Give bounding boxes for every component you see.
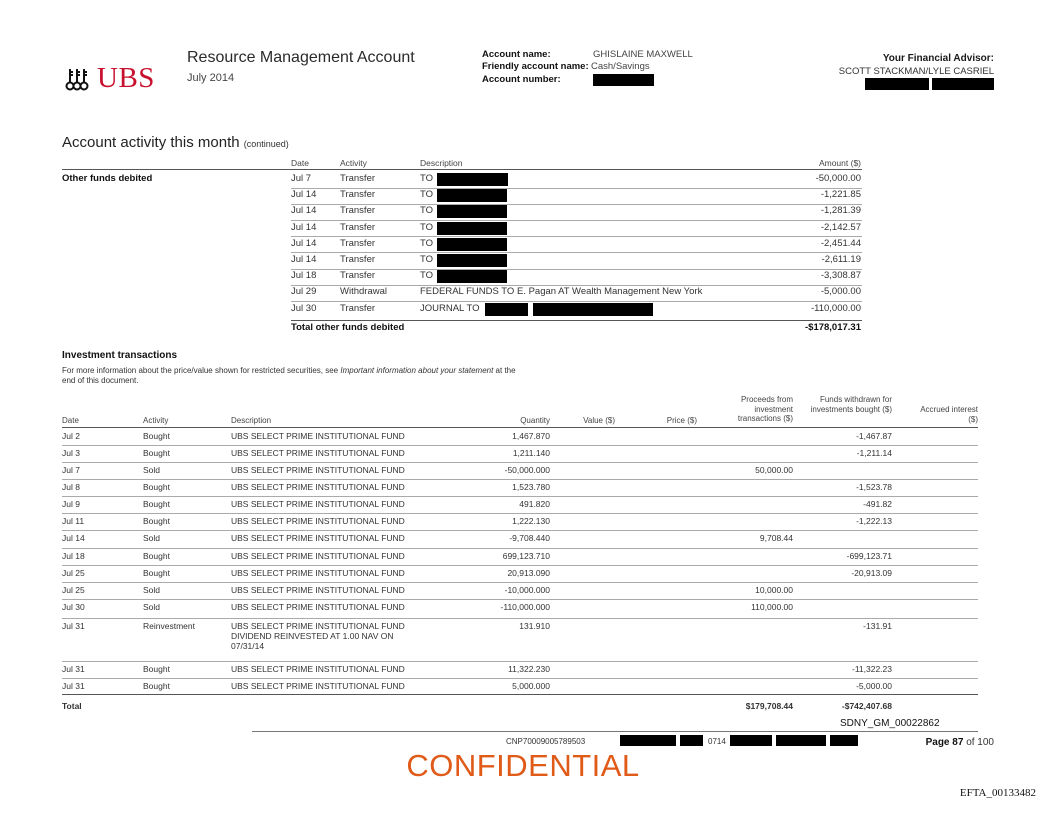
- inv-header-accrued: Accrued interest ($): [920, 405, 978, 424]
- redaction: [730, 735, 772, 746]
- inv-header-activity: Activity: [143, 416, 169, 425]
- inv-description: UBS SELECT PRIME INSTITUTIONAL FUND: [231, 516, 405, 526]
- row-date: Jul 14: [291, 221, 317, 233]
- inv-quantity: 1,211.140: [512, 448, 550, 458]
- account-name-label: Account name:: [482, 49, 551, 60]
- inv-date: Jul 14: [62, 533, 85, 543]
- inv-total-proceeds: $179,708.44: [745, 701, 793, 711]
- inv-activity: Bought: [143, 551, 170, 561]
- inv-activity: Bought: [143, 568, 170, 578]
- redaction: [865, 78, 929, 90]
- redaction: [593, 74, 654, 86]
- inv-activity: Sold: [143, 465, 161, 475]
- inv-date: Jul 8: [62, 482, 80, 492]
- inv-quantity: 1,523.780: [512, 482, 550, 492]
- row-divider: [62, 661, 978, 662]
- inv-activity: Bought: [143, 516, 170, 526]
- redaction: [776, 735, 826, 746]
- row-divider: [62, 694, 978, 695]
- inv-funds: -699,123.71: [846, 551, 892, 561]
- activity-total-label: Total other funds debited: [291, 322, 405, 333]
- inv-description: UBS SELECT PRIME INSTITUTIONAL FUND: [231, 431, 405, 441]
- row-divider: [62, 678, 978, 679]
- inv-quantity: 491.820: [519, 499, 550, 509]
- col-header-amount: Amount ($): [818, 158, 861, 168]
- row-amount: -2,611.19: [821, 254, 861, 265]
- table-rule: [62, 169, 862, 170]
- inv-quantity: 1,222.130: [512, 516, 550, 526]
- inv-proceeds: 10,000.00: [755, 585, 793, 595]
- inv-date: Jul 18: [62, 551, 85, 561]
- inv-activity: Bought: [143, 431, 170, 441]
- col-header-description: Description: [420, 158, 463, 168]
- inv-date: Jul 3: [62, 448, 80, 458]
- note-end: at the end of this document.: [62, 366, 516, 385]
- inv-description-line2: DIVIDEND REINVESTED AT 1.00 NAV ON: [231, 631, 394, 641]
- row-activity: Transfer: [340, 302, 376, 314]
- inv-description: UBS SELECT PRIME INSTITUTIONAL FUND: [231, 465, 405, 475]
- note-italic: Important information about your statement: [340, 366, 494, 375]
- row-date: Jul 18: [291, 270, 317, 282]
- col-header-activity: Activity: [340, 158, 367, 168]
- inv-description: UBS SELECT PRIME INSTITUTIONAL FUND: [231, 482, 405, 492]
- row-amount: -3,308.87: [820, 270, 861, 282]
- row-activity: Transfer: [340, 270, 376, 282]
- inv-activity: Bought: [143, 482, 170, 492]
- bates-number: SDNY_GM_00022862: [840, 718, 940, 729]
- inv-activity: Reinvestment: [143, 621, 195, 631]
- row-description: TO: [420, 221, 434, 233]
- redaction: [437, 254, 507, 267]
- row-description: TO: [420, 173, 434, 184]
- row-divider: [62, 530, 978, 531]
- confidential-text: CONFIDENTIAL: [406, 748, 640, 783]
- row-activity: Transfer: [340, 189, 376, 201]
- inv-funds: -1,211.14: [856, 448, 892, 458]
- row-amount: -50,000.00: [815, 173, 861, 184]
- inv-date: Jul 30: [62, 602, 85, 612]
- table-rule: [62, 427, 978, 428]
- inv-funds: -1,523.78: [856, 482, 892, 492]
- inv-activity: Sold: [143, 585, 161, 595]
- inv-activity: Bought: [143, 681, 170, 691]
- inv-description: UBS SELECT PRIME INSTITUTIONAL FUND: [231, 568, 405, 578]
- inv-description-line3: 07/31/14: [231, 641, 265, 651]
- statement-title: Resource Management Account: [187, 49, 415, 66]
- investments-title: Investment transactions: [62, 350, 178, 361]
- row-divider: [62, 599, 978, 600]
- inv-date: Jul 7: [62, 465, 80, 475]
- activity-total-amount: -$178,017.31: [805, 322, 861, 333]
- row-date: Jul 30: [291, 302, 317, 314]
- investments-note: [62, 366, 522, 386]
- row-description: TO: [420, 237, 434, 249]
- redaction: [437, 222, 507, 235]
- row-description: TO: [420, 270, 434, 282]
- inv-proceeds: 50,000.00: [755, 465, 793, 475]
- row-divider: [62, 618, 978, 619]
- inv-header-value: Value ($): [583, 416, 615, 425]
- row-date: Jul 7: [291, 173, 312, 184]
- friendly-name-label: Friendly account name:: [482, 61, 589, 72]
- inv-activity: Sold: [143, 602, 161, 612]
- row-description: TO: [420, 254, 434, 265]
- inv-date: Jul 9: [62, 499, 80, 509]
- page-indicator: [926, 737, 994, 748]
- inv-activity: Bought: [143, 664, 170, 674]
- advisor-label: Your Financial Advisor:: [882, 53, 994, 64]
- inv-header-date: Date: [62, 416, 79, 425]
- inv-quantity: 1,467.870: [512, 431, 550, 441]
- inv-date: Jul 25: [62, 585, 85, 595]
- account-number-label: Account number:: [482, 74, 561, 85]
- row-description: FEDERAL FUNDS TO E. Pagan AT Wealth Management New York: [420, 286, 703, 298]
- inv-quantity: -10,000.000: [504, 585, 550, 595]
- row-divider: [62, 565, 978, 566]
- inv-quantity: -9,708.440: [509, 533, 550, 543]
- inv-funds: -11,322.23: [851, 664, 892, 674]
- friendly-name-value: Cash/Savings: [591, 61, 650, 72]
- row-divider: [62, 548, 978, 549]
- ubs-keys-icon: [62, 66, 92, 96]
- inv-description: UBS SELECT PRIME INSTITUTIONAL FUND: [231, 621, 405, 631]
- inv-date: Jul 2: [62, 431, 80, 441]
- inv-description: UBS SELECT PRIME INSTITUTIONAL FUND: [231, 448, 405, 458]
- row-divider: [291, 269, 862, 270]
- row-activity: Withdrawal: [340, 286, 387, 298]
- row-description: TO: [420, 189, 434, 201]
- account-name-value: GHISLAINE MAXWELL: [593, 49, 693, 60]
- row-amount: -5,000.00: [820, 286, 861, 298]
- inv-description: UBS SELECT PRIME INSTITUTIONAL FUND: [231, 681, 405, 691]
- inv-total-label: Total: [62, 701, 82, 711]
- redaction: [437, 238, 507, 251]
- ubs-logo: UBS: [97, 62, 155, 94]
- inv-quantity: 11,322.230: [508, 664, 550, 674]
- cnp-code: CNP70009005789503: [506, 737, 586, 746]
- redaction: [620, 735, 676, 746]
- inv-quantity: 131.910: [519, 621, 550, 631]
- inv-header-proceeds: Proceeds from investment transactions ($): [737, 395, 793, 423]
- row-description: JOURNAL TO: [420, 302, 480, 314]
- confidential-stamp: [0, 748, 1056, 784]
- inv-funds: -131.91: [863, 621, 892, 631]
- inv-date: Jul 31: [62, 621, 85, 631]
- statement-period: July 2014: [187, 72, 235, 84]
- inv-quantity: 20,913.090: [507, 568, 550, 578]
- inv-funds: -491.82: [863, 499, 892, 509]
- row-date: Jul 14: [291, 237, 317, 249]
- inv-funds: -20,913.09: [851, 568, 892, 578]
- cnp-suffix: 0714: [708, 737, 726, 746]
- row-description: TO: [420, 205, 434, 217]
- row-divider: [62, 462, 978, 463]
- inv-description: UBS SELECT PRIME INSTITUTIONAL FUND: [231, 551, 405, 561]
- redaction: [932, 78, 994, 90]
- row-divider: [291, 204, 862, 205]
- row-divider: [62, 513, 978, 514]
- inv-proceeds: 9,708.44: [759, 533, 793, 543]
- inv-quantity: -110,000.000: [500, 602, 550, 612]
- row-activity: Transfer: [340, 205, 376, 217]
- inv-description: UBS SELECT PRIME INSTITUTIONAL FUND: [231, 533, 405, 543]
- page-of: of 100: [966, 737, 994, 748]
- group-label: Other funds debited: [62, 173, 153, 184]
- row-date: Jul 14: [291, 205, 317, 217]
- inv-description: UBS SELECT PRIME INSTITUTIONAL FUND: [231, 585, 405, 595]
- row-amount: -110,000.00: [810, 302, 861, 314]
- row-activity: Transfer: [340, 237, 376, 249]
- inv-header-quantity: Quantity: [520, 416, 550, 425]
- redaction: [680, 735, 703, 746]
- row-divider: [291, 220, 862, 221]
- row-divider: [291, 188, 862, 189]
- footer-rule: [252, 731, 978, 732]
- inv-total-funds: -$742,407.68: [841, 701, 892, 711]
- inv-activity: Bought: [143, 448, 170, 458]
- inv-quantity: 699,123.710: [502, 551, 550, 561]
- inv-description: UBS SELECT PRIME INSTITUTIONAL FUND: [231, 664, 405, 674]
- inv-header-price: Price ($): [666, 416, 697, 425]
- inv-date: Jul 31: [62, 681, 85, 691]
- inv-quantity: 5,000.000: [512, 681, 550, 691]
- inv-header-funds: Funds withdrawn for investments bought ($): [810, 395, 892, 414]
- row-divider: [291, 252, 862, 253]
- redaction: [830, 735, 858, 746]
- row-divider: [291, 236, 862, 237]
- row-date: Jul 14: [291, 189, 317, 201]
- row-activity: Transfer: [340, 221, 376, 233]
- inv-funds: -1,467.87: [856, 431, 892, 441]
- row-amount: -2,451.44: [820, 237, 861, 249]
- section-title-suffix: (continued): [243, 139, 289, 149]
- row-amount: -1,281.39: [820, 205, 861, 217]
- row-amount: -1,221.85: [820, 189, 861, 201]
- page-number: 87: [952, 737, 964, 748]
- row-date: Jul 14: [291, 254, 317, 265]
- redaction: [533, 303, 653, 316]
- advisor-name: SCOTT STACKMAN/LYLE CASRIEL: [838, 66, 994, 77]
- row-date: Jul 29: [291, 286, 317, 298]
- row-divider: [62, 445, 978, 446]
- col-header-date: Date: [291, 158, 309, 168]
- inv-date: Jul 11: [62, 516, 85, 526]
- row-divider: [62, 496, 978, 497]
- section-title-text: Account activity this month: [62, 134, 240, 151]
- inv-description: UBS SELECT PRIME INSTITUTIONAL FUND: [231, 602, 405, 612]
- row-divider: [62, 582, 978, 583]
- inv-header-description: Description: [231, 416, 272, 425]
- redaction: [485, 173, 508, 186]
- row-divider: [62, 479, 978, 480]
- inv-date: Jul 25: [62, 568, 85, 578]
- inv-activity: Bought: [143, 499, 170, 509]
- redaction: [437, 270, 507, 283]
- page-label: Page: [925, 737, 950, 748]
- inv-description: UBS SELECT PRIME INSTITUTIONAL FUND: [231, 499, 405, 509]
- redaction: [437, 205, 507, 218]
- row-activity: Transfer: [340, 173, 376, 184]
- redaction: [437, 189, 507, 202]
- inv-activity: Sold: [143, 533, 161, 543]
- efta-id: EFTA_00133482: [959, 787, 1036, 799]
- inv-funds: -1,222.13: [856, 516, 892, 526]
- section-title: [62, 134, 289, 151]
- inv-quantity: -50,000.000: [504, 465, 550, 475]
- note-text: For more information about the price/value shown for restricted securities, see: [62, 366, 341, 375]
- inv-date: Jul 31: [62, 664, 85, 674]
- row-amount: -2,142.57: [820, 221, 861, 233]
- total-rule: [291, 320, 862, 321]
- row-activity: Transfer: [340, 254, 376, 265]
- inv-funds: -5,000.00: [856, 681, 892, 691]
- inv-proceeds: 110,000.00: [751, 602, 793, 612]
- redaction: [485, 303, 528, 316]
